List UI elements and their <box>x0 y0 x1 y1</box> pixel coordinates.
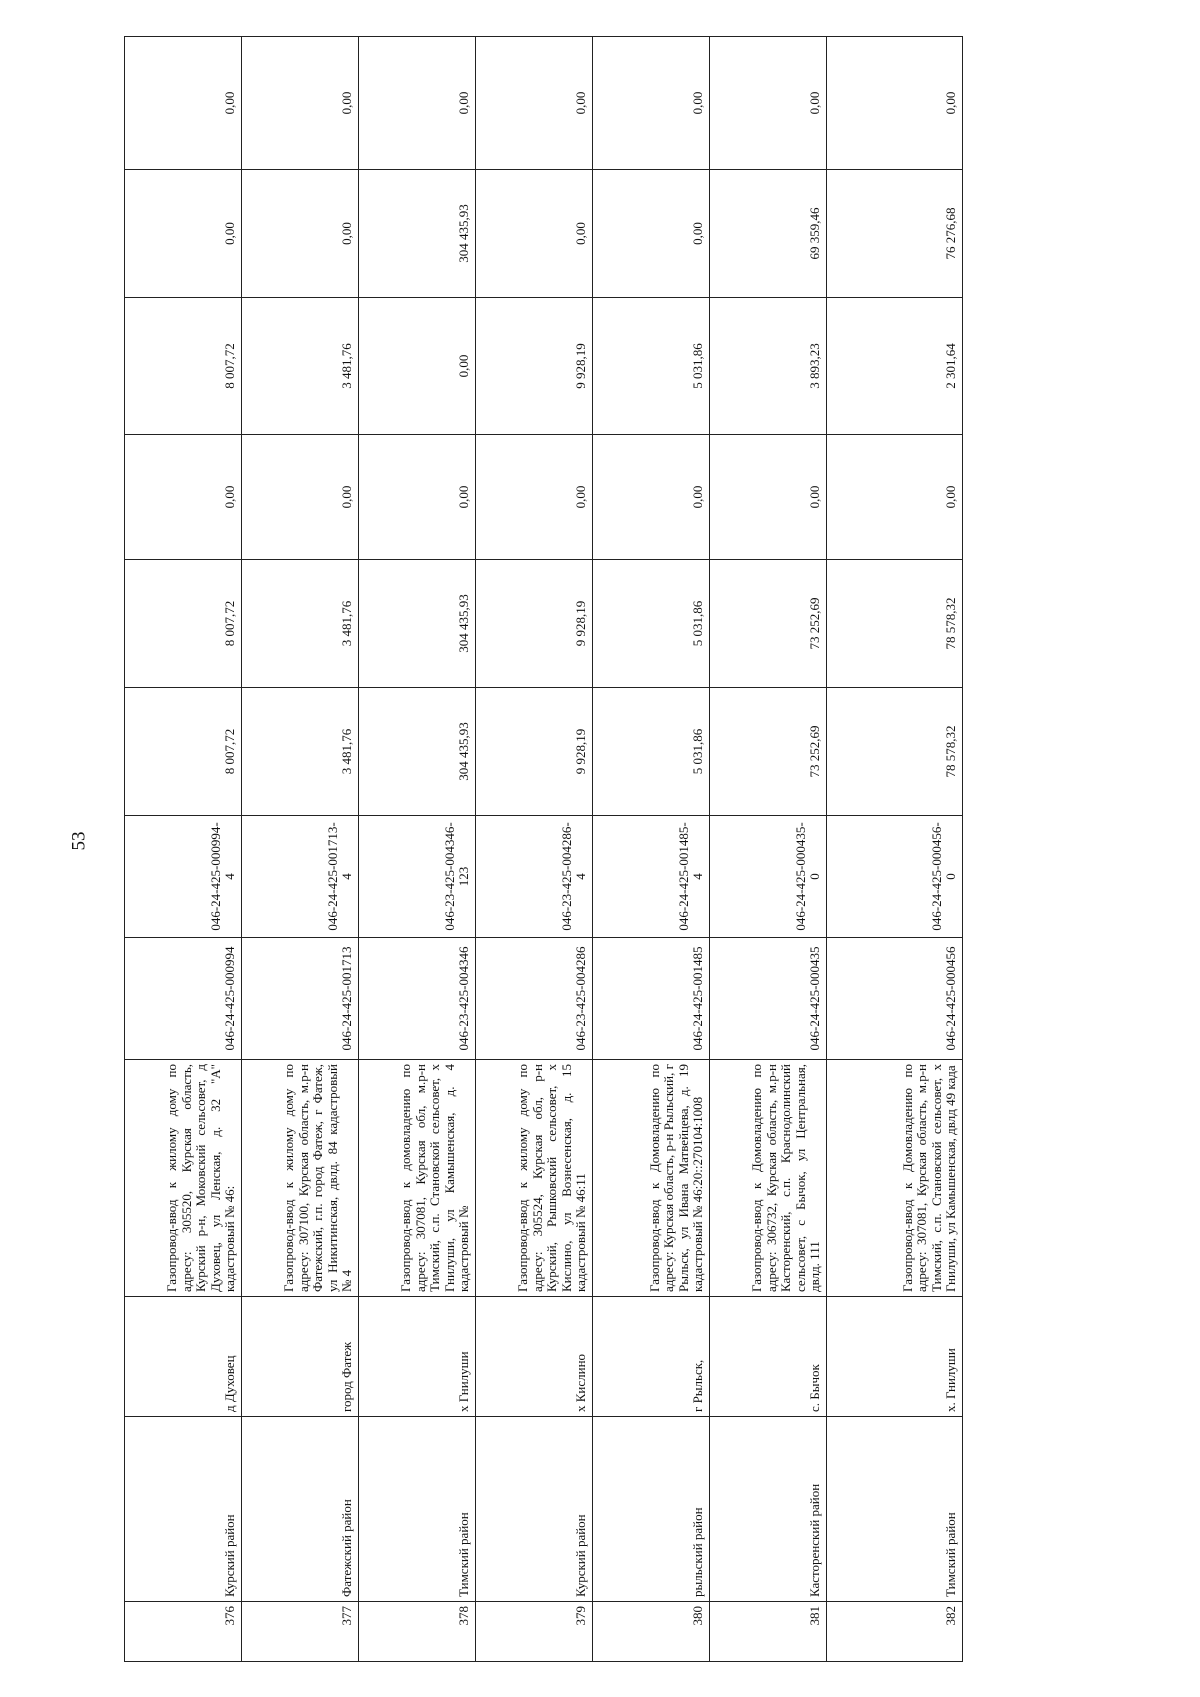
row-number-cell: 379 <box>476 1602 593 1662</box>
settlement-cell: с. Бычок <box>710 1297 827 1417</box>
district-cell: Тимский район <box>359 1417 476 1602</box>
rotated-table-container <box>124 77 962 1662</box>
amount-cell-2: 304 435,93 <box>359 560 476 688</box>
amount-cell-1: 8 007,72 <box>125 688 242 816</box>
description-cell: Газопровод-ввод к Домовладению по адресу: 306732, Курская область, м.р-н Касторенский, с.п. Краснодолинский сельсовет, с Бычок, ул Центральная, двлд. 111 <box>710 1060 827 1297</box>
row-number-cell: 377 <box>242 1602 359 1662</box>
amount-cell-1: 5 031,86 <box>593 688 710 816</box>
object-code-cell: 046-24-425-000994 <box>125 938 242 1060</box>
description-cell: Газопровод-ввод к Домовладению по адресу: Курская область, р-н Рыльский, г Рыльск, ул Ивана Матвейцева, д. 19 кадастровый № 46:20::270104:1008 <box>593 1060 710 1297</box>
settlement-cell: д Духовец <box>125 1297 242 1417</box>
table-row <box>125 37 242 1662</box>
register-table <box>124 36 963 1662</box>
amount-cell-5: 304 435,93 <box>359 170 476 298</box>
amount-cell-2: 73 252,69 <box>710 560 827 688</box>
amount-cell-1: 3 481,76 <box>242 688 359 816</box>
amount-cell-6: 0,00 <box>242 37 359 170</box>
inventory-code-cell: 046-23-425-004286-4 <box>476 816 593 938</box>
amount-cell-6: 0,00 <box>593 37 710 170</box>
settlement-cell: г Рыльск, <box>593 1297 710 1417</box>
row-number-cell: 380 <box>593 1602 710 1662</box>
amount-cell-4: 0,00 <box>359 298 476 435</box>
amount-cell-5: 76 276,68 <box>827 170 963 298</box>
table-row <box>593 37 710 1662</box>
amount-cell-3: 0,00 <box>827 435 963 560</box>
table-row <box>710 37 827 1662</box>
description-cell: Газопровод-ввод к жилому дому по адресу: 305524, Курская обл, р-н Курский, Рышковский сельсовет, х Кислино, ул Вознесенская, д. 15 кадастровый № 46:11 <box>476 1060 593 1297</box>
object-code-cell: 046-23-425-004286 <box>476 938 593 1060</box>
table-row <box>359 37 476 1662</box>
settlement-cell: город Фатеж <box>242 1297 359 1417</box>
amount-cell-5: 0,00 <box>125 170 242 298</box>
row-number-cell: 382 <box>827 1602 963 1662</box>
amount-cell-6: 0,00 <box>359 37 476 170</box>
inventory-code-cell: 046-24-425-001713-4 <box>242 816 359 938</box>
amount-cell-5: 69 359,46 <box>710 170 827 298</box>
description-cell: Газопровод-ввод к домовладению по адресу: 307081, Курская обл, м.р-н Тимский, с.п. Становской сельсовет, х Гнилуши, ул Камышенская, д. 4 кадастровый № <box>359 1060 476 1297</box>
table-row <box>476 37 593 1662</box>
description-cell: Газопровод-ввод к жилому дому по адресу: 305520, Курская область, Курский р-н, Моковский сельсовет, д Духовец, ул Ленская, д. 32 "А" кадастровый № 46: <box>125 1060 242 1297</box>
inventory-code-cell: 046-24-425-001485-4 <box>593 816 710 938</box>
amount-cell-5: 0,00 <box>242 170 359 298</box>
object-code-cell: 046-23-425-004346 <box>359 938 476 1060</box>
district-cell: рыльский район <box>593 1417 710 1602</box>
amount-cell-1: 9 928,19 <box>476 688 593 816</box>
amount-cell-2: 3 481,76 <box>242 560 359 688</box>
amount-cell-1: 73 252,69 <box>710 688 827 816</box>
amount-cell-6: 0,00 <box>710 37 827 170</box>
object-code-cell: 046-24-425-000435 <box>710 938 827 1060</box>
row-number-cell: 378 <box>359 1602 476 1662</box>
page-number: 53 <box>68 831 90 851</box>
district-cell: Курский район <box>476 1417 593 1602</box>
settlement-cell: х Гнилуши <box>359 1297 476 1417</box>
district-cell: Касторенский район <box>710 1417 827 1602</box>
amount-cell-2: 9 928,19 <box>476 560 593 688</box>
object-code-cell: 046-24-425-001713 <box>242 938 359 1060</box>
district-cell: Курский район <box>125 1417 242 1602</box>
object-code-cell: 046-24-425-001485 <box>593 938 710 1060</box>
amount-cell-1: 78 578,32 <box>827 688 963 816</box>
amount-cell-4: 3 893,23 <box>710 298 827 435</box>
amount-cell-2: 8 007,72 <box>125 560 242 688</box>
amount-cell-4: 9 928,19 <box>476 298 593 435</box>
inventory-code-cell: 046-24-425-000994-4 <box>125 816 242 938</box>
settlement-cell: х. Гнилуши <box>827 1297 963 1417</box>
row-number-cell: 376 <box>125 1602 242 1662</box>
amount-cell-3: 0,00 <box>476 435 593 560</box>
amount-cell-2: 78 578,32 <box>827 560 963 688</box>
description-cell: Газопровод-ввод к жилому дому по адресу: 307100, Курская область, м.р-н Фатежский, г.п. город Фатеж, г Фатеж, ул Никитинская, двлд. 84 кадастровый № 4 <box>242 1060 359 1297</box>
amount-cell-3: 0,00 <box>242 435 359 560</box>
amount-cell-2: 5 031,86 <box>593 560 710 688</box>
table-row <box>827 37 963 1662</box>
inventory-code-cell: 046-23-425-004346-123 <box>359 816 476 938</box>
row-number-cell: 381 <box>710 1602 827 1662</box>
amount-cell-5: 0,00 <box>476 170 593 298</box>
amount-cell-4: 5 031,86 <box>593 298 710 435</box>
amount-cell-1: 304 435,93 <box>359 688 476 816</box>
amount-cell-6: 0,00 <box>125 37 242 170</box>
inventory-code-cell: 046-24-425-000435-0 <box>710 816 827 938</box>
district-cell: Фатежский район <box>242 1417 359 1602</box>
table-row <box>242 37 359 1662</box>
settlement-cell: х Кислино <box>476 1297 593 1417</box>
inventory-code-cell: 046-24-425-000456-0 <box>827 816 963 938</box>
amount-cell-3: 0,00 <box>359 435 476 560</box>
amount-cell-4: 3 481,76 <box>242 298 359 435</box>
description-cell: Газопровод-ввод к Домовладению по адресу: 307081, Курская область, м.р-н Тимский, с.п. Становской сельсовет, х Гнилуши, ул Камышенская, двлд 49 када <box>827 1060 963 1297</box>
district-cell: Тимский район <box>827 1417 963 1602</box>
amount-cell-5: 0,00 <box>593 170 710 298</box>
amount-cell-3: 0,00 <box>710 435 827 560</box>
register-table-body <box>125 37 963 1662</box>
amount-cell-6: 0,00 <box>476 37 593 170</box>
amount-cell-6: 0,00 <box>827 37 963 170</box>
object-code-cell: 046-24-425-000456 <box>827 938 963 1060</box>
amount-cell-3: 0,00 <box>593 435 710 560</box>
amount-cell-4: 2 301,64 <box>827 298 963 435</box>
amount-cell-4: 8 007,72 <box>125 298 242 435</box>
amount-cell-3: 0,00 <box>125 435 242 560</box>
